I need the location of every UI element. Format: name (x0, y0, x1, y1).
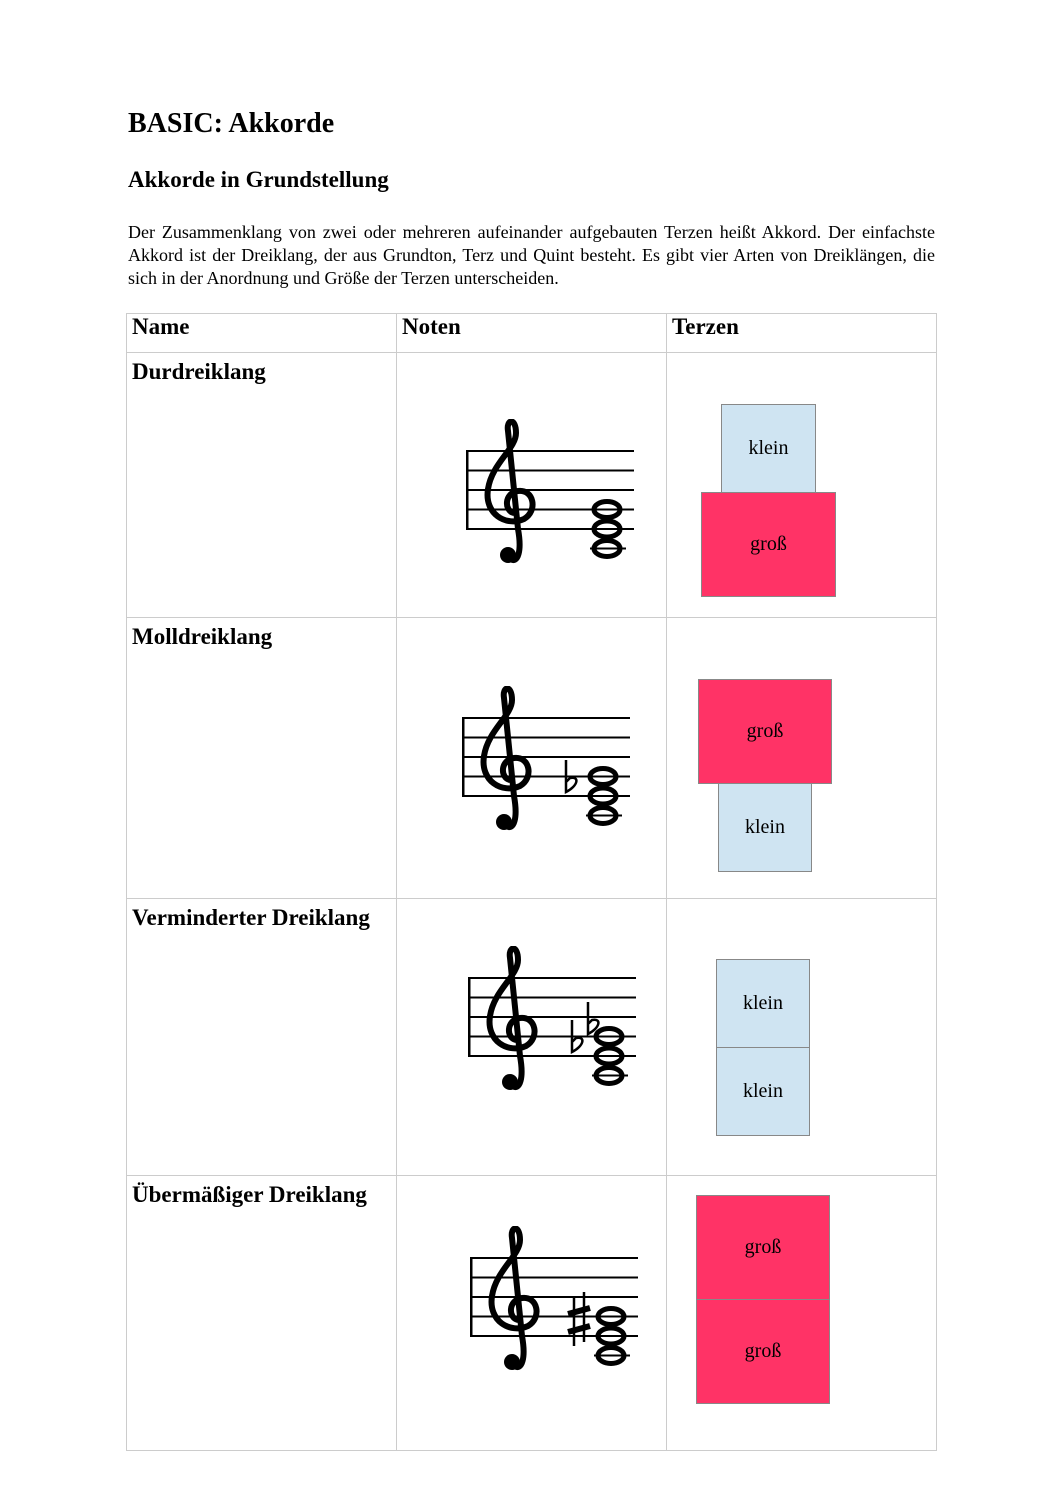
chord-name: Übermäßiger Dreiklang (127, 1176, 397, 1451)
terzen-cell (667, 899, 937, 1176)
third-box: groß (698, 679, 832, 784)
intro-paragraph: Der Zusammenklang von zwei oder mehreren aufeinander aufgebauten Terzen heißt Akkord. Der einfachste Akkord ist der Dreiklang, der aus Grundton, Terz und Quint besteht. Es gibt vier Arten von Dreiklängen, die sich in der Anordnung und Größe der Terzen unterscheiden. (128, 222, 935, 288)
third-box: klein (718, 783, 812, 872)
table-row (127, 618, 937, 899)
treble-clef-icon (492, 1229, 537, 1371)
page-title: BASIC: Akkorde (128, 108, 335, 139)
header-terzen: Terzen (667, 314, 937, 353)
table-row (127, 899, 937, 1176)
table-row (127, 1176, 937, 1451)
staff-notation (466, 419, 646, 569)
terzen-cell (667, 353, 937, 618)
third-box: klein (716, 1047, 810, 1136)
chord-name: Durdreiklang (127, 353, 397, 618)
third-box: klein (721, 404, 816, 493)
section-title: Akkorde in Grundstellung (128, 167, 389, 192)
chord-name: Molldreiklang (127, 618, 397, 899)
treble-clef-icon (490, 949, 535, 1091)
chord-name: Verminderter Dreiklang (127, 899, 397, 1176)
terzen-cell (667, 1176, 937, 1451)
notes-cell (397, 618, 667, 899)
staff-notation (468, 946, 648, 1096)
notes-cell (397, 1176, 667, 1451)
third-box: groß (696, 1195, 830, 1300)
third-box: groß (701, 492, 836, 597)
table-header-row (127, 314, 937, 353)
table-row (127, 353, 937, 618)
third-box: klein (716, 959, 810, 1048)
staff-notation (470, 1226, 650, 1376)
header-name: Name (127, 314, 397, 353)
terzen-cell (667, 618, 937, 899)
treble-clef-icon (484, 689, 529, 831)
notes-cell (397, 353, 667, 618)
staff-notation (462, 686, 642, 836)
treble-clef-icon (488, 422, 533, 564)
chord-table (126, 313, 937, 1451)
header-noten: Noten (397, 314, 667, 353)
sharp-icon (568, 1292, 590, 1346)
third-box: groß (696, 1299, 830, 1404)
notes-cell (397, 899, 667, 1176)
